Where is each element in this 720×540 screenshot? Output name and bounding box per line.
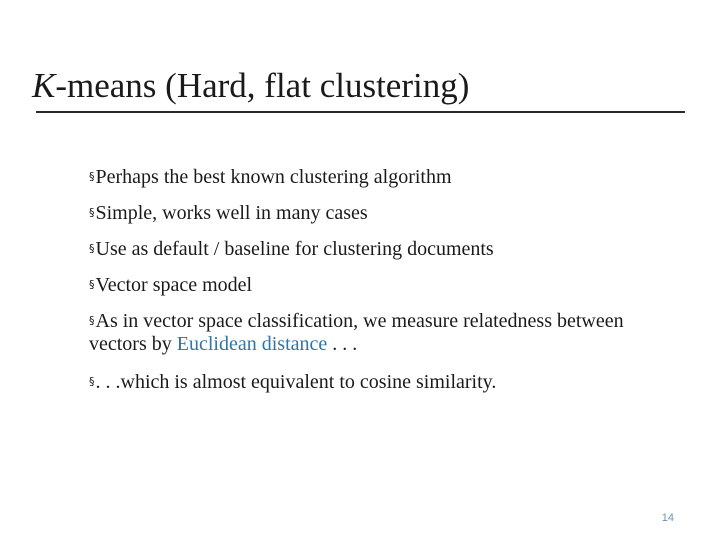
bullet-text: Perhaps the best known clustering algorithm (95, 166, 452, 188)
bullet-text: Vector space model (95, 274, 253, 296)
page-number: 14 (661, 512, 674, 524)
bullet-marker: § (89, 242, 95, 255)
bullet-text: Simple, works well in many cases (95, 202, 368, 224)
bullet-marker: § (89, 170, 95, 183)
title-variable: K (32, 66, 56, 105)
bullet-item (89, 370, 689, 394)
bullet-marker: § (89, 314, 95, 327)
euclidean-distance-highlight: Euclidean distance (176, 333, 328, 355)
title-text: -means (Hard, flat clustering) (55, 66, 470, 105)
bullet-item (89, 273, 689, 297)
bullet-item (89, 201, 689, 225)
bullet-item (89, 165, 689, 189)
bullet-text: As in vector space classification, we measure relatedness between vectors by (89, 310, 624, 355)
bullet-list (89, 165, 689, 406)
bullet-text: Use as default / baseline for clustering documents (95, 238, 494, 260)
bullet-text-ellipsis: . . . (327, 333, 358, 355)
bullet-marker: § (89, 375, 95, 388)
slide-title (32, 64, 469, 108)
bullet-marker: § (89, 278, 95, 291)
bullet-item (89, 237, 689, 261)
bullet-text: . . .which is almost equivalent to cosine similarity. (95, 371, 497, 393)
title-underline (36, 111, 685, 113)
bullet-item (89, 309, 659, 356)
bullet-marker: § (89, 206, 95, 219)
